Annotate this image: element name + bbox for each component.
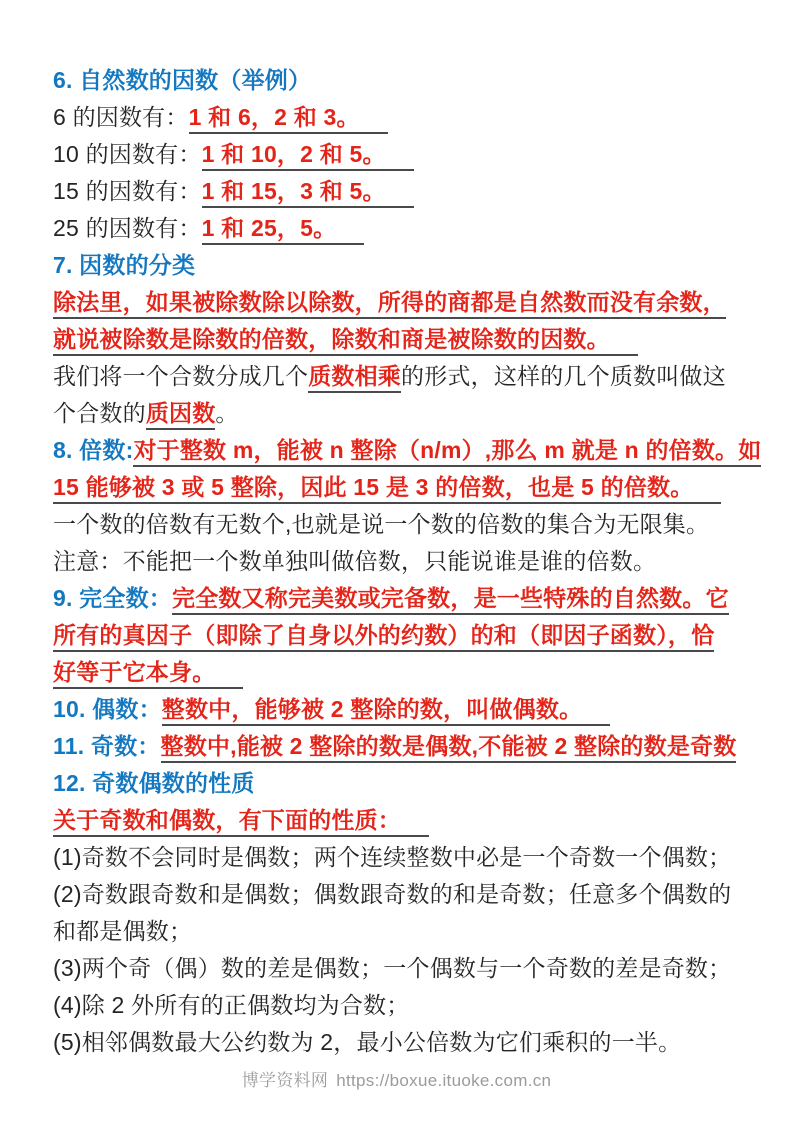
- example-line: [53, 173, 753, 210]
- body-text: 6 的因数有：: [53, 104, 189, 130]
- body-text: 。: [215, 400, 239, 426]
- property-line: [53, 950, 753, 987]
- section-heading-7: [53, 247, 753, 284]
- example-line: [53, 136, 753, 173]
- fill-in-blank-text: 好等于它本身。: [53, 659, 243, 689]
- property-line: [53, 987, 753, 1024]
- body-text: (5)相邻偶数最大公约数为 2，最小公倍数为它们乘积的一半。: [53, 1029, 682, 1055]
- section-heading-9: [53, 580, 753, 617]
- footer-site-name: 博学资料网: [241, 1071, 329, 1090]
- highlighted-text: 整数中,能被 2 整除的数是偶数,不能被 2 整除的数是奇数: [161, 733, 737, 763]
- highlighted-text: 除法里，如果被除数除以除数，所得的商都是自然数而没有余数，: [53, 289, 726, 319]
- definition-line: [53, 802, 753, 839]
- highlighted-text: 完全数又称完美数或完备数，是一些特殊的自然数。它: [172, 585, 729, 615]
- definition-line: [53, 321, 753, 358]
- fill-in-blank-text: 1 和 6，2 和 3。: [189, 104, 388, 134]
- body-text: (1)奇数不会同时是偶数；两个连续整数中必是一个奇数一个偶数；: [53, 844, 732, 870]
- example-line: [53, 99, 753, 136]
- notes-content: [53, 62, 762, 1061]
- fill-in-blank-text: 15 能够被 3 或 5 整除，因此 15 是 3 的倍数，也是 5 的倍数。: [53, 474, 721, 504]
- body-text: 10 的因数有：: [53, 141, 202, 167]
- section-heading-8: [53, 432, 762, 469]
- definition-line: [53, 617, 753, 654]
- section-label: 6. 自然数的因数（举例）: [53, 67, 312, 93]
- body-text: 25 的因数有：: [53, 215, 202, 241]
- fill-in-blank-text: 1 和 25，5。: [202, 215, 365, 245]
- fill-in-blank-text: 关于奇数和偶数，有下面的性质：: [53, 807, 429, 837]
- property-line: [53, 913, 753, 950]
- section-heading-10: [53, 691, 753, 728]
- definition-line: [53, 469, 753, 506]
- highlighted-text: 质因数: [146, 400, 216, 430]
- body-text: 和都是偶数；: [53, 918, 193, 944]
- body-line: [53, 358, 753, 395]
- definition-line: [53, 654, 753, 691]
- property-line: [53, 839, 753, 876]
- example-line: [53, 210, 753, 247]
- definition-line: [53, 284, 753, 321]
- body-text: (3)两个奇（偶）数的差是偶数；一个偶数与一个奇数的差是奇数；: [53, 955, 732, 981]
- body-text: 注意：不能把一个数单独叫做倍数，只能说谁是谁的倍数。: [53, 548, 657, 574]
- body-line: [53, 506, 753, 543]
- property-line: [53, 1024, 753, 1061]
- section-heading-12: [53, 765, 753, 802]
- property-line: [53, 876, 753, 913]
- footer-url: https://boxue.ituoke.com.cn: [336, 1071, 552, 1090]
- section-label: 8. 倍数:: [53, 437, 134, 463]
- body-text: (2)奇数跟奇数和是偶数；偶数跟奇数的和是奇数；任意多个偶数的: [53, 881, 732, 907]
- body-text: (4)除 2 外所有的正偶数均为合数；: [53, 992, 410, 1018]
- fill-in-blank-text: 就说被除数是除数的倍数，除数和商是被除数的因数。: [53, 326, 638, 356]
- body-text: 我们将一个合数分成几个: [53, 363, 309, 389]
- section-heading-6: [53, 62, 753, 99]
- section-label: 10. 偶数：: [53, 696, 162, 722]
- fill-in-blank-text: 1 和 10，2 和 5。: [202, 141, 414, 171]
- section-heading-11: [53, 728, 753, 765]
- body-text: 一个数的倍数有无数个,也就是说一个数的倍数的集合为无限集。: [53, 511, 710, 537]
- section-label: 12. 奇数偶数的性质: [53, 770, 255, 796]
- body-text: 个合数的: [53, 400, 146, 426]
- body-text: 15 的因数有：: [53, 178, 202, 204]
- section-label: 11. 奇数：: [53, 733, 161, 759]
- section-label: 9. 完全数：: [53, 585, 172, 611]
- section-label: 7. 因数的分类: [53, 252, 196, 278]
- body-line: [53, 543, 753, 580]
- highlighted-text: 对于整数 m，能被 n 整除（n/m）,那么 m 就是 n 的倍数。如: [133, 437, 761, 467]
- highlighted-text: 所有的真因子（即除了自身以外的约数）的和（即因子函数），恰: [53, 622, 714, 652]
- fill-in-blank-text: 整数中，能够被 2 整除的数，叫做偶数。: [162, 696, 611, 726]
- highlighted-text: 质数相乘: [308, 363, 401, 393]
- footer-watermark: [0, 1066, 793, 1091]
- fill-in-blank-text: 1 和 15，3 和 5。: [202, 178, 414, 208]
- body-line: [53, 395, 753, 432]
- body-text: 的形式，这样的几个质数叫做这: [401, 363, 726, 389]
